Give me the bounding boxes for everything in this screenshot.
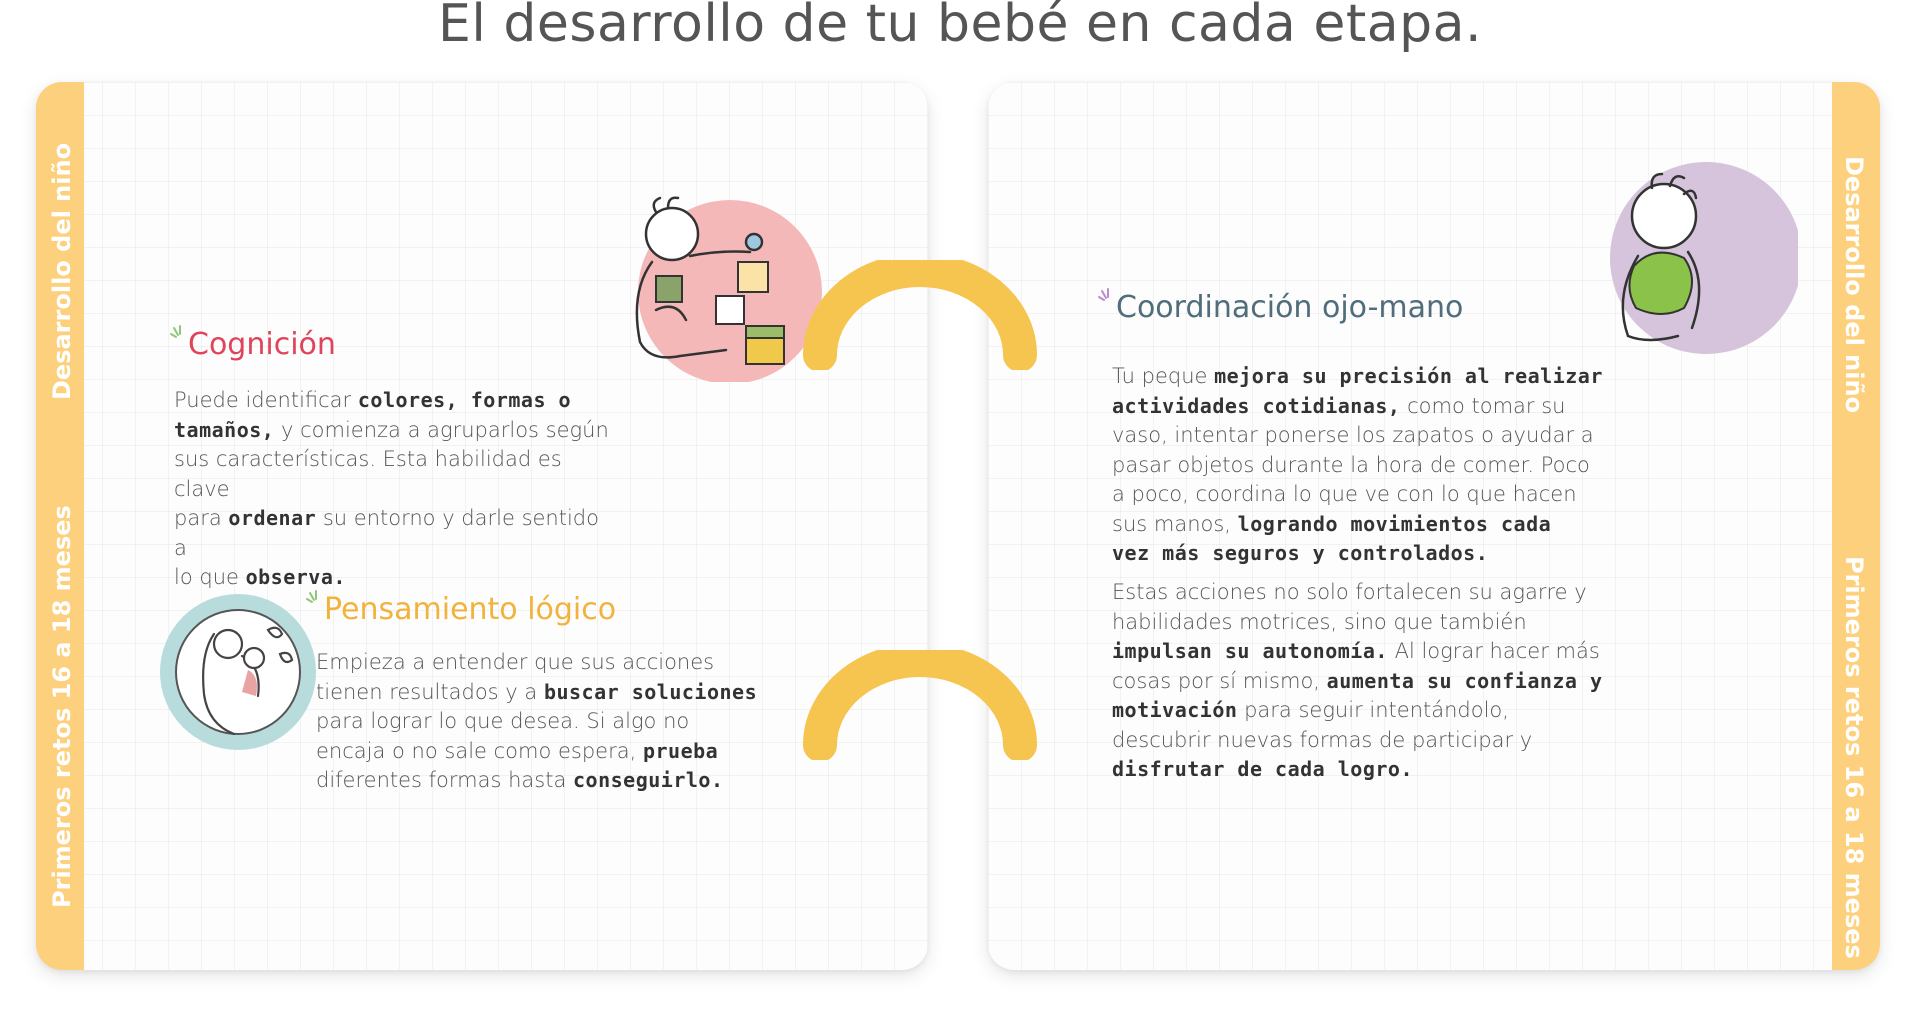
text-span: sus manos, xyxy=(1112,511,1238,536)
pensamiento-heading-text: Pensamiento lógico xyxy=(324,592,617,627)
text-line: habilidades motrices, sino que también xyxy=(1112,609,1527,634)
text-span: Puede identificar xyxy=(174,388,358,412)
text-line: descubrir nuevas formas de participar y xyxy=(1112,727,1533,752)
page-title: El desarrollo de tu bebé en cada etapa. xyxy=(438,0,1482,54)
spine-label-bottom: Primeros retos 16 a 18 meses xyxy=(48,505,76,908)
text-line: para lograr lo que desea. Si algo no xyxy=(316,709,690,733)
cognicion-heading-text: Cognición xyxy=(188,327,336,362)
highlight-text: observa. xyxy=(245,565,346,589)
left-spine xyxy=(36,82,84,970)
text-span: para seguir intentándolo, xyxy=(1237,698,1509,722)
spine-label-bottom: Primeros retos 16 a 18 meses xyxy=(1840,556,1868,959)
highlight-text: vez más seguros y controlados. xyxy=(1112,541,1489,565)
right-spine xyxy=(1832,82,1880,970)
binding-ring-bottom xyxy=(800,650,1040,760)
pensamiento-text xyxy=(316,648,776,796)
text-span: como tomar su xyxy=(1400,393,1566,418)
text-line: pasar objetos durante la hora de comer. Poco xyxy=(1112,452,1590,477)
spine-label-top: Desarrollo del niño xyxy=(48,142,76,400)
coordinacion-paragraph-2 xyxy=(1112,578,1632,785)
text-line: Empieza a entender que sus acciones xyxy=(316,650,715,674)
cognicion-text xyxy=(174,386,614,593)
highlight-text: impulsan su autonomía. xyxy=(1112,639,1388,663)
text-span: para xyxy=(174,506,229,530)
mother-and-baby-icon xyxy=(156,594,326,764)
highlight-text: prueba xyxy=(642,738,719,763)
highlight-text: ordenar xyxy=(228,506,317,530)
text-span: cosas por sí mismo, xyxy=(1112,668,1327,693)
text-line: sus características. Esta habilidad es clave xyxy=(174,447,562,501)
highlight-text: colores, formas o xyxy=(357,388,572,412)
text-span: Tu peque xyxy=(1112,364,1215,388)
highlight-text: buscar soluciones xyxy=(543,679,758,704)
sparkle-icon xyxy=(168,322,186,340)
spine-label-top: Desarrollo del niño xyxy=(1840,156,1868,414)
coordinacion-heading-text: Coordinación ojo-mano xyxy=(1116,290,1464,325)
text-span: su entorno y darle sentido a xyxy=(174,506,599,560)
left-page xyxy=(36,82,928,970)
sparkle-icon xyxy=(304,587,322,605)
text-line: Estas acciones no solo fortalecen su agarre y xyxy=(1112,580,1587,604)
text-line: vaso, intentar ponerse los zapatos o ayudar a xyxy=(1112,423,1594,447)
binding-ring-top xyxy=(800,260,1040,370)
coordinacion-paragraph-1 xyxy=(1112,362,1632,569)
coordinacion-heading xyxy=(1096,290,1463,325)
cognicion-heading xyxy=(168,327,336,362)
text-span: y comienza a agruparlos según xyxy=(274,417,609,442)
right-page xyxy=(988,82,1880,970)
sparkle-icon xyxy=(1096,285,1114,303)
text-span: encaja o no sale como espera, xyxy=(316,738,643,763)
text-span: tienen resultados y a xyxy=(316,679,544,704)
highlight-text: disfrutar de cada logro. xyxy=(1112,757,1413,781)
text-span: diferentes formas hasta xyxy=(316,768,573,792)
text-span: Al lograr hacer más xyxy=(1387,639,1600,663)
highlight-text: tamaños, xyxy=(174,417,275,442)
baby-holding-cup-icon xyxy=(1578,156,1798,356)
pensamiento-heading xyxy=(304,592,616,627)
highlight-text: actividades cotidianas, xyxy=(1112,393,1401,418)
text-line: a poco, coordina lo que ve con lo que hacen xyxy=(1112,482,1577,506)
highlight-text: logrando movimientos cada xyxy=(1237,511,1552,536)
highlight-text: aumenta su confianza y xyxy=(1326,668,1603,693)
highlight-text: conseguirlo. xyxy=(573,768,724,792)
highlight-text: mejora su precisión al realizar xyxy=(1214,364,1603,388)
text-span: lo que xyxy=(174,565,246,589)
highlight-text: motivación xyxy=(1112,698,1238,722)
